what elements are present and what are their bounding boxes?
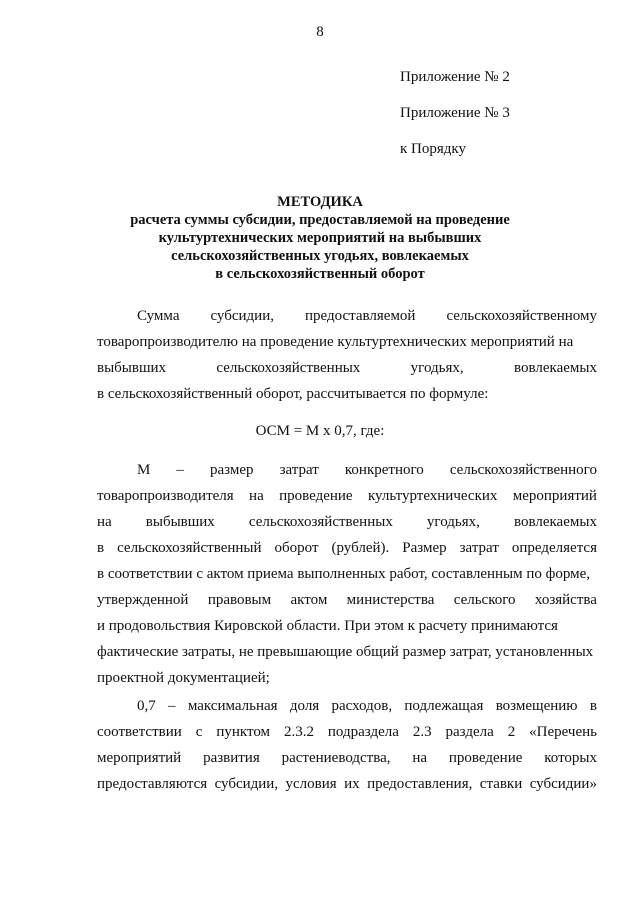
word: сельскохозяйственному [446,308,597,324]
intro-line-4: в сельскохозяйственный оборот, рассчитывается по формуле: [97,386,489,402]
word: конкретного [344,462,424,478]
m-def-line-2 [97,488,597,505]
word: пунктом [216,724,271,740]
word: размер [209,462,254,478]
word: с [195,724,203,740]
intro-line-2: товаропроизводителю на проведение культуртехнических мероприятий на [97,334,574,350]
word: проведение [279,488,353,504]
word: сельского [453,592,516,608]
word: на [97,514,112,530]
word: Сумма [137,308,180,324]
word: актом [290,592,328,608]
intro-line-1 [137,308,597,325]
word: предоставляемой [304,308,416,324]
word: угодьях, [426,514,480,530]
word: (рублей). [331,540,390,556]
word: сельскохозяйственных [248,514,393,530]
word: в [97,540,105,556]
m-def-line-5: в соответствии с актом приема выполненных работ, составленным по форме, [97,566,591,582]
word: возмещению [495,698,578,714]
word: Размер [402,540,447,556]
word: правовым [207,592,272,608]
word: 2 [507,724,516,740]
word: подраздела [327,724,399,740]
m-def-line-3 [97,514,597,531]
appendix-line-3: к Порядку [400,141,466,157]
word: в [589,698,597,714]
title-line-2: культуртехнических мероприятий на выбывших [158,230,482,246]
word: соответствии [97,724,182,740]
title-line-3: сельскохозяйственных угодьях, вовлекаемых [171,248,469,264]
word: затрат [459,540,499,556]
m-def-line-7: и продовольствия Кировской области. При этом к расчету принимаются [97,618,558,634]
word: определяется [511,540,597,556]
formula: ОСМ = М х 0,7, где: [255,423,385,439]
word: хозяйства [534,592,597,608]
word: выбывших [145,514,215,530]
word: мероприятий [97,750,182,766]
word: растениеводства, [281,750,391,766]
word: утвержденной [97,592,189,608]
appendix-line-1: Приложение № 2 [400,69,510,85]
word: сельскохозяйственного [449,462,597,478]
word: проведение [448,750,523,766]
coef-def-line-1 [137,698,597,715]
appendix-line-2: Приложение № 3 [400,105,510,121]
word: мероприятий [512,488,597,504]
word: развития [203,750,260,766]
word: раздела [445,724,494,740]
word: – [176,462,184,478]
word: предоставления, [367,776,473,792]
document-title: МЕТОДИКА [277,194,363,210]
coef-def-line-2 [97,724,597,741]
word: подлежащая [404,698,484,714]
intro-line-3 [97,360,597,377]
word: на [412,750,428,766]
word: затрат [279,462,319,478]
word: 2.3 [412,724,432,740]
page-number: 8 [316,24,324,40]
word: их [344,776,360,792]
word: сельскохозяйственных [216,360,361,376]
title-line-1: расчета суммы субсидии, предоставляемой на проведение [130,212,510,228]
word: которых [544,750,597,766]
coef-def-line-3 [97,750,597,767]
word: на [249,488,264,504]
word: выбывших [97,360,167,376]
word: условия [285,776,337,792]
word: оборот [274,540,319,556]
m-def-line-6 [97,592,597,609]
m-def-line-9: проектной документацией; [97,670,270,686]
m-def-line-8: фактические затраты, не превышающие общий размер затрат, установленных [97,644,594,660]
word: доля [289,698,320,714]
word: субсидии, [214,776,279,792]
word: угодьях, [410,360,464,376]
word: вовлекаемых [513,514,597,530]
word: предоставляются [97,776,208,792]
title-line-4: в сельскохозяйственный оборот [215,266,425,282]
word: М [137,462,151,478]
word: 0,7 [137,698,156,714]
word: ставки [479,776,523,792]
word: расходов, [331,698,393,714]
word: министерства [346,592,435,608]
word: вовлекаемых [514,360,597,376]
word: субсидии, [210,308,274,324]
word: 2.3.2 [283,724,314,740]
word: культуртехнических [367,488,498,504]
word: «Перечень [529,724,597,740]
word: сельскохозяйственный [117,540,262,556]
m-def-line-4 [97,540,597,557]
word: – [168,698,176,714]
word: максимальная [187,698,278,714]
word: товаропроизводителя [97,488,234,504]
m-def-line-1 [137,462,597,479]
word: субсидии» [529,776,597,792]
coef-def-line-4 [97,776,597,793]
